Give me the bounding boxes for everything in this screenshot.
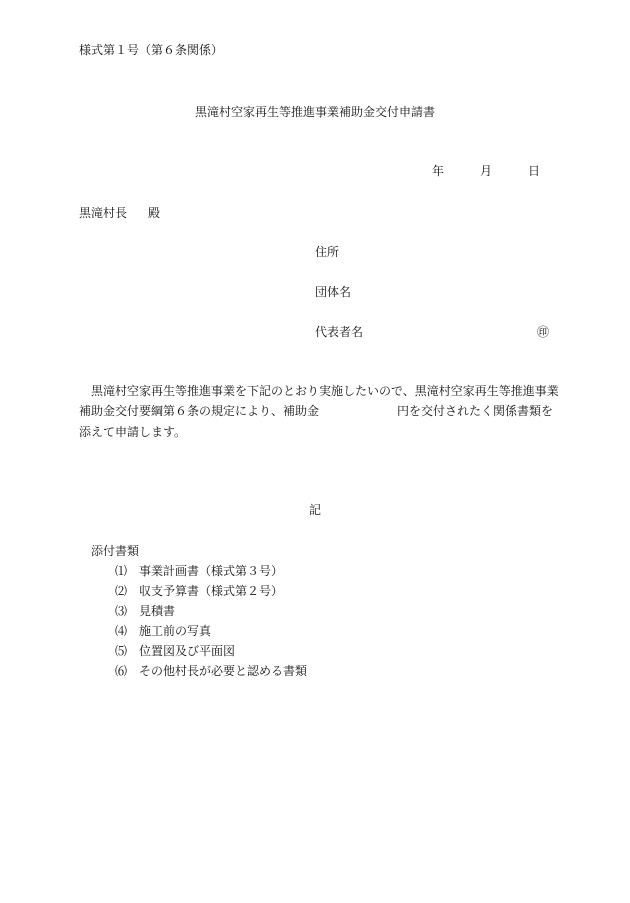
body-line-2: 補助金交付要綱第６条の規定により、補助金 bbox=[79, 404, 320, 418]
attachment-number: ⑶ bbox=[115, 604, 128, 618]
attachment-number: ⑵ bbox=[115, 584, 128, 598]
address-label: 住所 bbox=[315, 245, 340, 259]
form-number: 様式第１号（第６条関係） bbox=[79, 43, 224, 57]
attachment-number: ⑹ bbox=[115, 664, 128, 678]
attachment-text: その他村長が必要と認める書類 bbox=[139, 664, 308, 678]
addressee-name: 黒滝村長 bbox=[79, 206, 128, 220]
organization-label: 団体名 bbox=[315, 285, 352, 299]
attachment-item bbox=[115, 643, 235, 659]
seal-mark: ㊞ bbox=[537, 325, 550, 339]
body-line-3: 添えて申請します。 bbox=[79, 425, 187, 439]
date-year-label: 年 bbox=[432, 164, 445, 178]
attachments-heading: 添付書類 bbox=[91, 544, 140, 558]
attachment-text: 位置図及び平面図 bbox=[139, 644, 236, 658]
document-title: 黒滝村空家再生等推進事業補助金交付申請書 bbox=[194, 105, 435, 119]
attachment-item bbox=[115, 563, 283, 579]
attachment-item bbox=[115, 663, 307, 679]
attachment-item bbox=[115, 583, 283, 599]
attachment-number: ⑷ bbox=[115, 624, 128, 638]
body-line-1: 黒滝村空家再生等推進事業を下記のとおり実施したいので、黒滝村空家再生等推進事業 bbox=[91, 384, 559, 398]
attachment-number: ⑸ bbox=[115, 644, 128, 658]
attachment-item bbox=[115, 623, 211, 639]
attachment-text: 施工前の写真 bbox=[139, 624, 212, 638]
attachment-text: 収支予算書（様式第２号） bbox=[139, 584, 284, 598]
attachment-item bbox=[115, 603, 175, 619]
addressee-honorific: 殿 bbox=[148, 206, 161, 220]
date-day-label: 日 bbox=[528, 164, 541, 178]
date-month-label: 月 bbox=[480, 164, 493, 178]
attachment-text: 見積書 bbox=[139, 604, 176, 618]
body-line-2-suffix: 円を交付されたく関係書類を bbox=[397, 404, 554, 418]
ki-mark: 記 bbox=[308, 503, 321, 517]
attachment-number: ⑴ bbox=[115, 564, 128, 578]
attachment-text: 事業計画書（様式第３号） bbox=[139, 564, 284, 578]
representative-label: 代表者名 bbox=[315, 325, 364, 339]
